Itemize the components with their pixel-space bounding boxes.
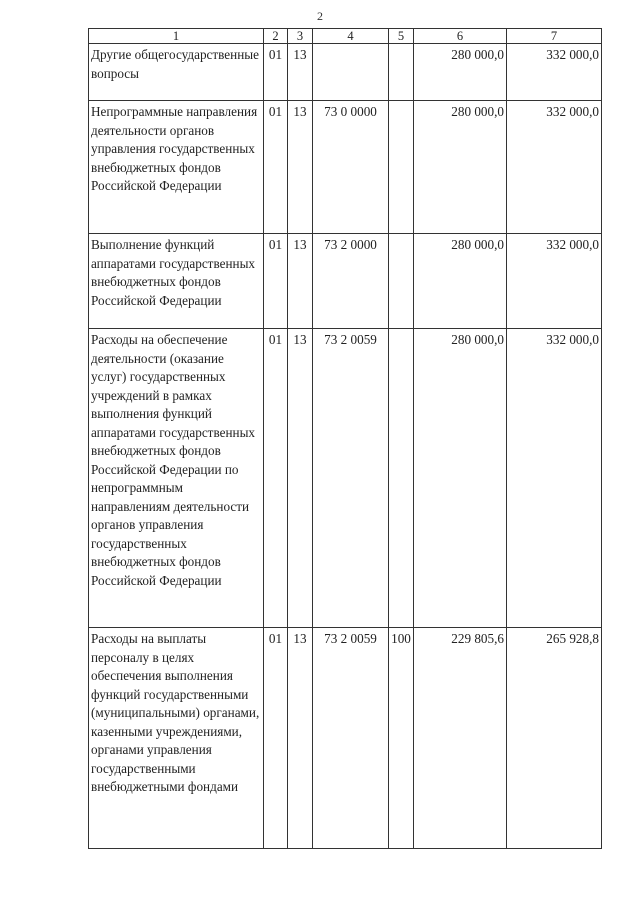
row-section-code: 01 [264,44,288,101]
header-row [89,29,602,44]
table-row [89,234,602,329]
budget-table [88,28,602,849]
table-row [89,101,602,234]
row-name: Расходы на обеспечение деятельности (оказание услуг) государственных учреждений в рамках выполнения функций аппаратами государственных внебюджетных фондов Российской Федерации по непрограммным направлениям деятельности органов управления государственных внебюджетных фондов Российской Федерации [89,329,264,628]
row-name: Расходы на выплаты персоналу в целях обеспечения выполнения функций государственными (муниципальными) органами, казенными учреждениями, органами управления государственными внебюджетными фондами [89,628,264,849]
row-amount-year1: 280 000,0 [414,329,507,628]
row-amount-year2: 265 928,8 [507,628,602,849]
row-expense-type [389,234,414,329]
table-row [89,44,602,101]
row-section-code: 01 [264,101,288,234]
row-name: Непрограммные направления деятельности органов управления государственных внебюджетных фондов Российской Федерации [89,101,264,234]
row-amount-year2: 332 000,0 [507,101,602,234]
column-header-7: 7 [507,29,602,44]
column-header-3: 3 [288,29,313,44]
column-header-2: 2 [264,29,288,44]
row-target-article: 73 2 0059 [313,628,389,849]
row-expense-type [389,44,414,101]
row-target-article [313,44,389,101]
column-header-4: 4 [313,29,389,44]
row-subsection-code: 13 [288,234,313,329]
row-section-code: 01 [264,234,288,329]
column-header-5: 5 [389,29,414,44]
column-header-1: 1 [89,29,264,44]
row-amount-year2: 332 000,0 [507,234,602,329]
row-subsection-code: 13 [288,329,313,628]
page-number: 2 [317,9,323,23]
row-amount-year2: 332 000,0 [507,329,602,628]
row-subsection-code: 13 [288,628,313,849]
row-section-code: 01 [264,628,288,849]
row-amount-year1: 229 805,6 [414,628,507,849]
row-expense-type: 100 [389,628,414,849]
row-target-article: 73 0 0000 [313,101,389,234]
row-target-article: 73 2 0000 [313,234,389,329]
column-header-6: 6 [414,29,507,44]
row-subsection-code: 13 [288,101,313,234]
row-name: Выполнение функций аппаратами государственных внебюджетных фондов Российской Федерации [89,234,264,329]
row-amount-year1: 280 000,0 [414,234,507,329]
row-subsection-code: 13 [288,44,313,101]
table-row [89,628,602,849]
row-expense-type [389,101,414,234]
row-section-code: 01 [264,329,288,628]
row-target-article: 73 2 0059 [313,329,389,628]
row-name: Другие общегосударственные вопросы [89,44,264,101]
row-amount-year1: 280 000,0 [414,101,507,234]
table-row [89,329,602,628]
row-amount-year1: 280 000,0 [414,44,507,101]
row-expense-type [389,329,414,628]
row-amount-year2: 332 000,0 [507,44,602,101]
